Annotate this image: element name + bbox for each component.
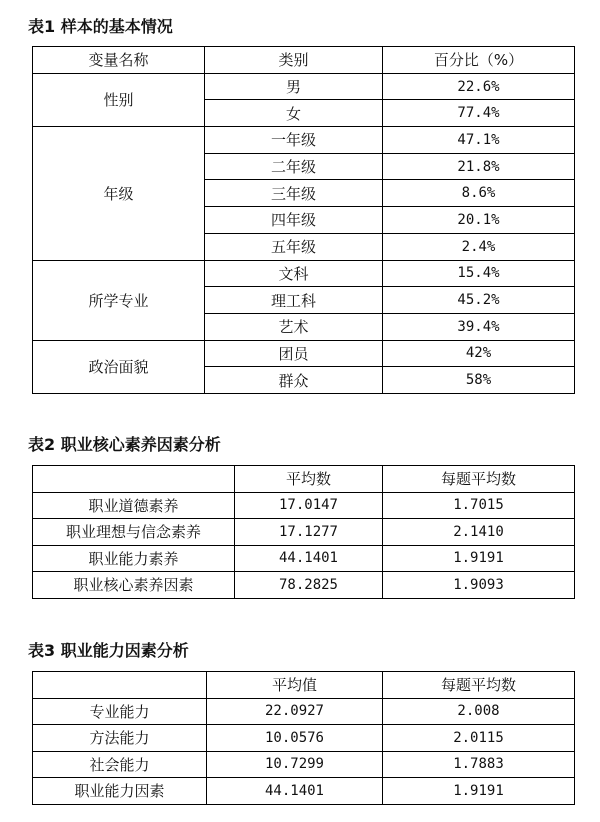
per-item-cell: 2.0115 [383, 725, 575, 752]
percent-cell: 58% [383, 367, 575, 394]
table2-title: 表2 职业核心素养因素分析 [28, 435, 221, 454]
table-header-row [33, 47, 575, 74]
table1-title: 表1 样本的基本情况 [28, 17, 173, 36]
percent-cell: 15.4% [383, 260, 575, 287]
table-row [33, 492, 575, 519]
percent-cell: 8.6% [383, 180, 575, 207]
sample-basic-info-table [32, 46, 575, 394]
group-label: 所学专业 [33, 260, 205, 340]
vocational-ability-factor-table [32, 671, 575, 805]
category-cell: 理工科 [205, 287, 383, 314]
per-item-cell: 1.7883 [383, 751, 575, 778]
category-cell: 女 [205, 100, 383, 127]
row-label: 职业道德素养 [33, 492, 235, 519]
mean-cell: 17.0147 [235, 492, 383, 519]
table-row [33, 340, 575, 367]
table-row [33, 725, 575, 752]
column-header: 类别 [205, 47, 383, 74]
category-cell: 五年级 [205, 233, 383, 260]
table-row [33, 572, 575, 599]
mean-cell: 17.1277 [235, 519, 383, 546]
row-label: 社会能力 [33, 751, 207, 778]
per-item-cell: 2.008 [383, 698, 575, 725]
percent-cell: 77.4% [383, 100, 575, 127]
mean-cell: 44.1401 [207, 778, 383, 805]
row-label: 职业理想与信念素养 [33, 519, 235, 546]
column-header: 变量名称 [33, 47, 205, 74]
category-cell: 三年级 [205, 180, 383, 207]
column-header: 平均数 [235, 466, 383, 493]
table-header-row [33, 672, 575, 699]
category-cell: 文科 [205, 260, 383, 287]
percent-cell: 47.1% [383, 127, 575, 154]
row-label: 职业能力素养 [33, 545, 235, 572]
mean-cell: 10.0576 [207, 725, 383, 752]
per-item-cell: 1.9093 [383, 572, 575, 599]
category-cell: 男 [205, 73, 383, 100]
percent-cell: 21.8% [383, 153, 575, 180]
category-cell: 艺术 [205, 313, 383, 340]
row-label: 职业核心素养因素 [33, 572, 235, 599]
mean-cell: 22.0927 [207, 698, 383, 725]
mean-cell: 10.7299 [207, 751, 383, 778]
per-item-cell: 1.9191 [383, 545, 575, 572]
column-header: 平均值 [207, 672, 383, 699]
group-label: 性别 [33, 73, 205, 126]
mean-cell: 78.2825 [235, 572, 383, 599]
table-row [33, 698, 575, 725]
percent-cell: 42% [383, 340, 575, 367]
category-cell: 二年级 [205, 153, 383, 180]
core-literacy-factor-table [32, 465, 575, 599]
column-header [33, 466, 235, 493]
table-row [33, 260, 575, 287]
percent-cell: 20.1% [383, 207, 575, 234]
table-row [33, 519, 575, 546]
percent-cell: 45.2% [383, 287, 575, 314]
column-header [33, 672, 207, 699]
category-cell: 群众 [205, 367, 383, 394]
percent-cell: 22.6% [383, 73, 575, 100]
category-cell: 团员 [205, 340, 383, 367]
table-row [33, 73, 575, 100]
percent-cell: 39.4% [383, 313, 575, 340]
column-header: 每题平均数 [383, 466, 575, 493]
per-item-cell: 1.7015 [383, 492, 575, 519]
table-row [33, 545, 575, 572]
table-header-row [33, 466, 575, 493]
table-row [33, 127, 575, 154]
per-item-cell: 2.1410 [383, 519, 575, 546]
group-label: 年级 [33, 127, 205, 260]
category-cell: 四年级 [205, 207, 383, 234]
table-row [33, 778, 575, 805]
per-item-cell: 1.9191 [383, 778, 575, 805]
table3-title: 表3 职业能力因素分析 [28, 641, 189, 660]
table-row [33, 751, 575, 778]
row-label: 方法能力 [33, 725, 207, 752]
row-label: 专业能力 [33, 698, 207, 725]
percent-cell: 2.4% [383, 233, 575, 260]
category-cell: 一年级 [205, 127, 383, 154]
mean-cell: 44.1401 [235, 545, 383, 572]
column-header: 每题平均数 [383, 672, 575, 699]
column-header: 百分比（%） [383, 47, 575, 74]
group-label: 政治面貌 [33, 340, 205, 393]
row-label: 职业能力因素 [33, 778, 207, 805]
